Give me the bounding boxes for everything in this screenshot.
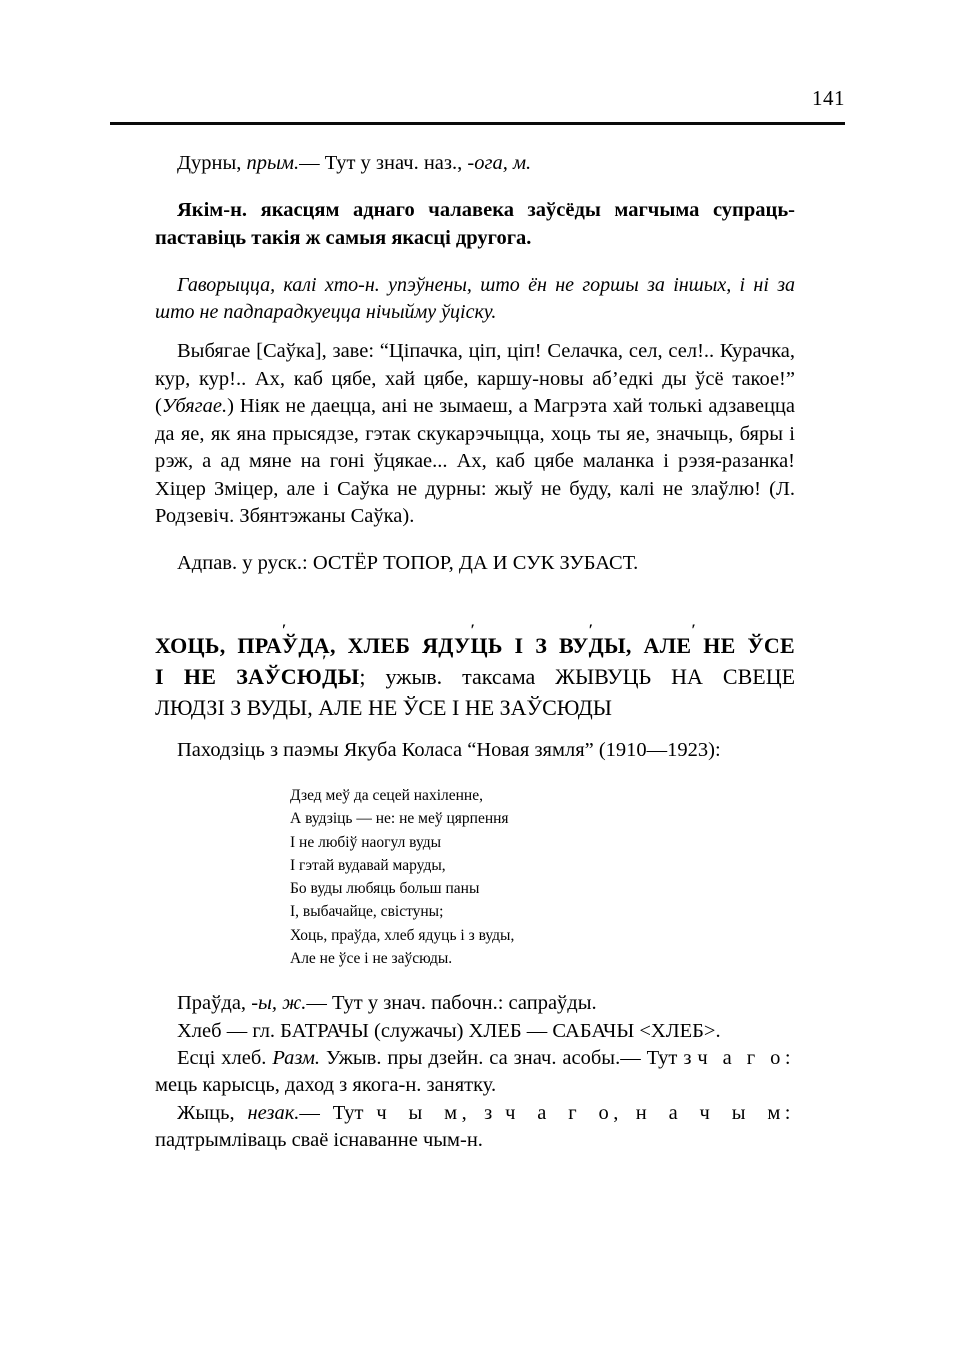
hw-tok-8a: АЛЕ bbox=[643, 632, 692, 658]
hw-tok-7a: ВУ bbox=[558, 632, 589, 658]
entry-durny-head: Дурны, bbox=[177, 152, 242, 174]
subentry-esci-pos: Разм. bbox=[272, 1047, 321, 1070]
verse-line: І не любіў наогул вуды bbox=[290, 833, 442, 851]
subentry-esci-body: Ужыв. пры дзейн. са знач. асобы.— Тут з bbox=[326, 1047, 692, 1070]
equivalent-value: ОСТЁР ТОПОР, ДА И СУК ЗУБАСТ. bbox=[312, 552, 639, 575]
russian-equivalent bbox=[155, 550, 795, 577]
citation-text-after: ) Ніяк не даецца, ані не зымаеш, а Магрэта хай толькі адзавецца да яе, як яна прысядзе, гэтак скукарэчыцца, хоць ты яе, значыць, бяры і рэж, а ад мяне на гоні ўцякае... Ах, каб цябе маланка і рэзя-разанка! Хіцер Зміцер, але і Саўка не дурны: жыў не буду, калі не злаўлю! (Л. Родзевіч. Збянтэжаны Саўка). bbox=[155, 395, 795, 527]
subentry-hleb-head: Хлеб bbox=[177, 1019, 222, 1042]
verse-line: Хоць, праўда, хлеб ядуць і з вуды, bbox=[290, 926, 515, 944]
hw-tok-3: ХЛЕБ bbox=[347, 632, 411, 658]
hw-tok-4 bbox=[422, 633, 503, 658]
subentry-prauda bbox=[155, 990, 795, 1017]
hw2-abbr: ; ужыв. bbox=[359, 664, 443, 690]
hw2-tok-6: СВЕЦЕ bbox=[722, 664, 796, 690]
hw-tok-7b: ДЫ, bbox=[588, 632, 632, 658]
subentry-zhyc-body: — Тут bbox=[299, 1101, 364, 1124]
hw2-tok-3a: ЗАЎСЮ bbox=[236, 664, 323, 690]
hw-tok-1: ХОЦЬ, bbox=[155, 632, 226, 658]
citation-block bbox=[155, 338, 795, 530]
subentry-zhyc-cue-2: ч а г о, bbox=[505, 1101, 623, 1124]
hw-tok-4b: ЦЬ bbox=[470, 632, 503, 658]
hw-tok-2a: ПРА bbox=[237, 632, 282, 658]
hw2-taksama: таксама bbox=[462, 664, 536, 690]
text-column bbox=[155, 150, 795, 1155]
headword-line-3: ЛЮДЗІ З ВУДЫ, АЛЕ НЕ ЎСЕ І НЕ ЗАЎСЮДЫ bbox=[155, 695, 612, 721]
page-header bbox=[110, 88, 845, 110]
subentry-zhyc-tail: падтрымліваць сваё існаванне чым-н. bbox=[155, 1129, 483, 1152]
subentry-zhyc-cue-z: з bbox=[484, 1101, 493, 1124]
subentry-prauda-form: -ы, bbox=[251, 992, 278, 1015]
source-attribution: Паходзіць з паэмы Якуба Коласа “Новая зямля” (1910—1923): bbox=[177, 738, 721, 761]
hw2-tok-5: НА bbox=[671, 664, 703, 690]
hw-tok-4a: ЯДУ bbox=[422, 632, 471, 658]
hw-tok-7 bbox=[559, 633, 632, 658]
hw-tok-9: НЕ bbox=[703, 632, 736, 658]
hw2-tok-4: ЖЫВУЦЬ bbox=[555, 664, 652, 690]
header-rule bbox=[110, 122, 845, 125]
subentry-esci-cue: ч а г о: bbox=[697, 1047, 796, 1070]
subentry-zhyc bbox=[155, 1100, 795, 1155]
entry-durny-body: — Тут у знач. наз., bbox=[299, 152, 468, 174]
subentry-esci-hleb bbox=[155, 1045, 795, 1100]
sense-description: Якім-н. якасцям аднаго чалавека заўсёды магчыма супраць-паставіць такія ж самыя якасці другога. bbox=[155, 199, 795, 249]
verse-line: І, выбачайце, свістуны; bbox=[290, 903, 444, 921]
hw-tok-2 bbox=[237, 633, 335, 658]
main-headword-entry bbox=[155, 630, 795, 724]
headword-line-2 bbox=[155, 661, 795, 692]
subentry-hleb-body: — гл. БАТРАЧЫ (служачы) ХЛЕБ — САБАЧЫ <ХЛЕБ>. bbox=[226, 1019, 721, 1042]
hw-tok-8 bbox=[644, 633, 692, 658]
entry-durny-form: -ога, м. bbox=[467, 152, 532, 174]
verse-line: Але не ўсе і не заўсюды. bbox=[290, 949, 453, 967]
citation-stage-direction: Убягае. bbox=[161, 395, 228, 418]
subentry-esci-tail: мець карысць, даход з якога-н. занятку. bbox=[155, 1074, 497, 1097]
usage-note: Гаворыцца, калі хто-н. упэўнены, што ён не горшы за іншых, і ні за што не падпарадкуецца нічыйму ўціску. bbox=[155, 273, 795, 323]
hw2-tok-2: НЕ bbox=[183, 664, 217, 690]
hw2-tok-3b: ДЫ bbox=[322, 664, 360, 690]
subentry-zhyc-cue-1: ч ы м, bbox=[376, 1101, 472, 1124]
subentry-prauda-pos: ж. bbox=[282, 992, 307, 1015]
verse-line: А вудзіць — не: не меў цярпення bbox=[290, 810, 509, 828]
entry-durny-pos: прым. bbox=[246, 152, 300, 174]
verse-line: І гэтай вудавай маруды, bbox=[290, 856, 446, 874]
subentry-prauda-body: — Тут у знач. пабочн.: сапраўды. bbox=[306, 992, 597, 1015]
verse-line: Дзед меў да сецей нахіленне, bbox=[290, 787, 483, 805]
hw-tok-2b: ЎДА, bbox=[281, 632, 336, 658]
hw-tok-5: І bbox=[514, 632, 524, 658]
subentry-zhyc-head: Жыць, bbox=[177, 1101, 235, 1124]
page-number: 141 bbox=[812, 86, 845, 110]
hw2-tok-1: І bbox=[155, 664, 164, 690]
subentry-prauda-head: Праўда, bbox=[177, 992, 247, 1015]
citation-text-before: Выбягае [Саўка], заве: “Ціпачка, ціп, ціп! Селачка, сел, сел!.. Курачка, кур, кур!.. Ах, каб цябе, хай цябе, каршу-новы аб’едкі ды ўсё такое!” ( bbox=[155, 340, 795, 418]
headword-line-1 bbox=[155, 630, 795, 661]
subentry-hleb bbox=[155, 1018, 795, 1045]
equivalent-label: Адпав. у руск.: bbox=[177, 552, 313, 575]
hw-tok-6: З bbox=[535, 632, 548, 658]
subentry-zhyc-pos: незак. bbox=[247, 1101, 300, 1124]
entry-durny bbox=[155, 150, 795, 177]
verse-quotation bbox=[290, 784, 795, 970]
verse-line: Бо вуды любяць больш паны bbox=[290, 880, 480, 898]
subentry-zhyc-cue-3: н а ч ы м: bbox=[635, 1101, 795, 1124]
hw2-tok-3 bbox=[236, 664, 359, 689]
subentry-esci-head: Есці хлеб. bbox=[177, 1047, 267, 1070]
hw-tok-10: ЎСЕ bbox=[747, 632, 796, 658]
